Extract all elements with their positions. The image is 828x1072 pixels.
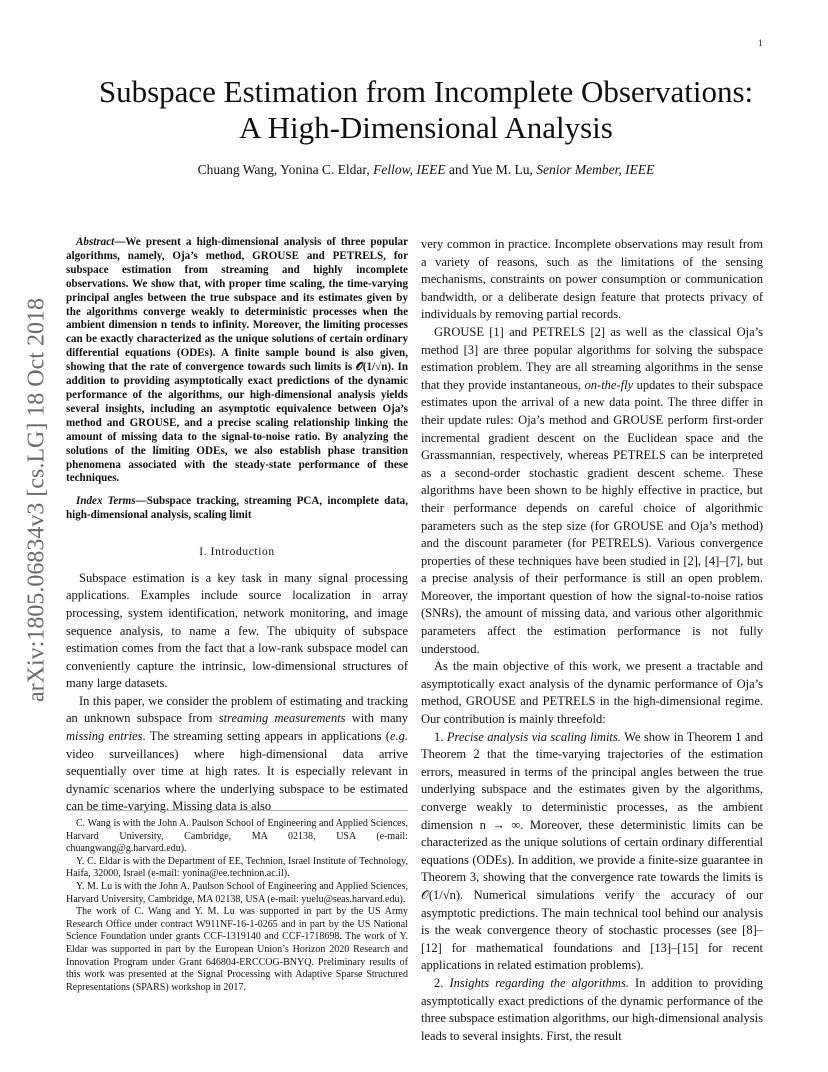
- paragraph: 1. Precise analysis via scaling limits. We show in Theorem 1 and Theorem 2 that the time-varying trajectories of the estimation errors, measured in terms of the principal angles between the true underlying subspace and the estimates given by the algorithms, converge weakly to deterministic processes, as the ambient dimension n → ∞. Moreover, these deterministic limits can be characterized as the unique solutions of certain ordinary differential equations (ODEs). In addition, we provide a finite-size guarantee in Theorem 3, showing that the convergence rate towards the limits is 𝒪(1/√n). Numerical simulations verify the accuracy of our asymptotic predictions. The main technical tool behind our analysis is the weak convergence theory of stochastic processes (see [8]–[12] for mathematical foundations and [13]–[15] for recent applications in related estimation problems).: [421, 729, 763, 973]
- author-list: [40, 162, 812, 178]
- right-column: [421, 236, 763, 1045]
- abstract-text: —We present a high-dimensional analysis of three popular algorithms, namely, Oja’s method, GROUSE and PETRELS, for subspace estimation from streaming and highly incomplete observations. We show that, with proper time scaling, the time-varying principal angles between the true subspace and its estimates given by the algorithms converge weakly to deterministic processes when the ambient dimension n tends to infinity. Moreover, the limiting processes can be exactly characterized as the unique solutions of certain ordinary differential equations (ODEs). A finite sample bound is also given, showing that the rate of convergence towards such limits is 𝒪(1/√n). In addition to providing asymptotically exact predictions of the dynamic performance of the algorithms, our high-dimensional analysis yields several insights, including an asymptotic equivalence between Oja’s method and GROUSE, and a precise scaling relationship linking the amount of missing data to the signal-to-noise ratio. By analyzing the solutions of the limiting ODEs, we also establish phase transition phenomena associated with the steady-state performance of these techniques.: [66, 236, 408, 485]
- index-terms-label: Index Terms: [76, 495, 136, 508]
- footnote: Y. C. Eldar is with the Department of EE, Technion, Israel Institute of Technology, Haifa, 32000, Israel (e-mail: yonina@ee.technion.ac.il).: [66, 855, 408, 880]
- index-terms: [66, 495, 408, 523]
- arxiv-sidebar: [12, 240, 62, 760]
- footnotes: [66, 818, 408, 994]
- paragraph: GROUSE [1] and PETRELS [2] as well as the classical Oja’s method [3] are three popular algorithms for solving the subspace estimation problem. They are all streaming algorithms in the sense that they provide instantaneous, on-the-fly updates to their subspace estimates upon the arrival of a new data point. The three differ in their update rules: Oja’s method and GROUSE perform first-order incremental gradient descent on the Euclidean space and the Grassmannian, respectively, whereas PETRELS can be interpreted as a second-order stochastic gradient descent scheme. These algorithms have been shown to be highly effective in practice, but their performance depends on careful choice of algorithmic parameters such as the step size (for GROUSE and Oja’s method) and the discount parameter (for PETRELS). Various convergence properties of these techniques have been studied in [2], [4]–[7], but a precise analysis of their performance is still an open problem. Moreover, the important question of how the signal-to-noise ratios (SNRs), the amount of missing data, and various other algorithmic parameters affect the estimation performance is not fully understood.: [421, 324, 763, 656]
- paragraph: As the main objective of this work, we present a tractable and asymptotically exact analysis of the dynamic performance of Oja’s method, GROUSE and PETRELS in the high-dimensional regime. Our contribution is mainly threefold:: [421, 659, 763, 727]
- author-names-2: and Yue M. Lu,: [445, 162, 537, 177]
- paragraph: 2. Insights regarding the algorithms. In addition to providing asymptotically exact predictions of the dynamic performance of the three subspace estimation algorithms, our high-dimensional analysis leads to several insights. First, the result: [421, 975, 763, 1043]
- abstract: [66, 236, 408, 486]
- paragraph: very common in practice. Incomplete observations may result from a variety of reasons, such as the limitations of the sensing mechanisms, constraints on power consumption or communication bandwidth, or a deliberate design feature that protects privacy of individuals by removing partial records.: [421, 237, 763, 322]
- paragraph: In this paper, we consider the problem of estimating and tracking an unknown subspace from streaming measurements with many missing entries. The streaming setting appears in applications (e.g. video surveillances) where high-dimensional data arrive sequentially over time at high rates. It is especially relevant in dynamic scenarios where the underlying subspace to be estimated can be time-varying. Missing data is also: [66, 693, 408, 814]
- section-heading-introduction: I. Introduction: [199, 546, 275, 559]
- author-names-1: Chuang Wang, Yonina C. Eldar,: [197, 162, 374, 177]
- footnote: C. Wang is with the John A. Paulson School of Engineering and Applied Sciences, Harvard University, Cambridge, MA 02138, USA (e-mail: chuangwang@g.harvard.edu).: [66, 818, 408, 855]
- left-column: [66, 236, 408, 816]
- abstract-label: Abstract: [76, 236, 115, 248]
- index-terms-text: —Subspace tracking, streaming PCA, incomplete data, high-dimensional analysis, scaling limit: [66, 495, 408, 522]
- paragraph: Subspace estimation is a key task in many signal processing applications. Examples include source localization in array processing, system identification, network monitoring, and image sequence analysis, to name a few. The ubiquity of subspace estimation comes from the fact that a low-rank subspace model can conveniently capture the intrinsic, low-dimensional structures of many large datasets.: [66, 570, 408, 691]
- page-number: 1: [758, 38, 763, 48]
- footnote-rule: [66, 810, 408, 811]
- arxiv-identifier: arXiv:1805.06834v3 [cs.LG] 18 Oct 2018: [23, 298, 50, 702]
- title-line-2: A High-Dimensional Analysis: [239, 110, 613, 145]
- author-role-1: Fellow, IEEE: [373, 162, 446, 177]
- title-line-1: Subspace Estimation from Incomplete Observations:: [98, 74, 754, 109]
- footnote: The work of C. Wang and Y. M. Lu was supported in part by the US Army Research Office under contract W911NF-16-1-0265 and in part by the US National Science Foundation under grants CCF-1319140 and CCF-1718698. The work of Y. Eldar was supported in part by the European Union’s Horizon 2020 Research and Innovation Program under Grant 646804-ERCCOG-BNYQ. Preliminary results of this work was presented at the Signal Processing with Adaptive Sparse Structured Representations (SPARS) workshop in 2017.: [66, 906, 408, 993]
- footnote: Y. M. Lu is with the John A. Paulson School of Engineering and Applied Sciences, Harvard University, Cambridge, MA 02138, USA (e-mail: yuelu@seas.harvard.edu).: [66, 880, 408, 905]
- author-role-2: Senior Member, IEEE: [536, 162, 655, 177]
- paper-title: [40, 74, 812, 146]
